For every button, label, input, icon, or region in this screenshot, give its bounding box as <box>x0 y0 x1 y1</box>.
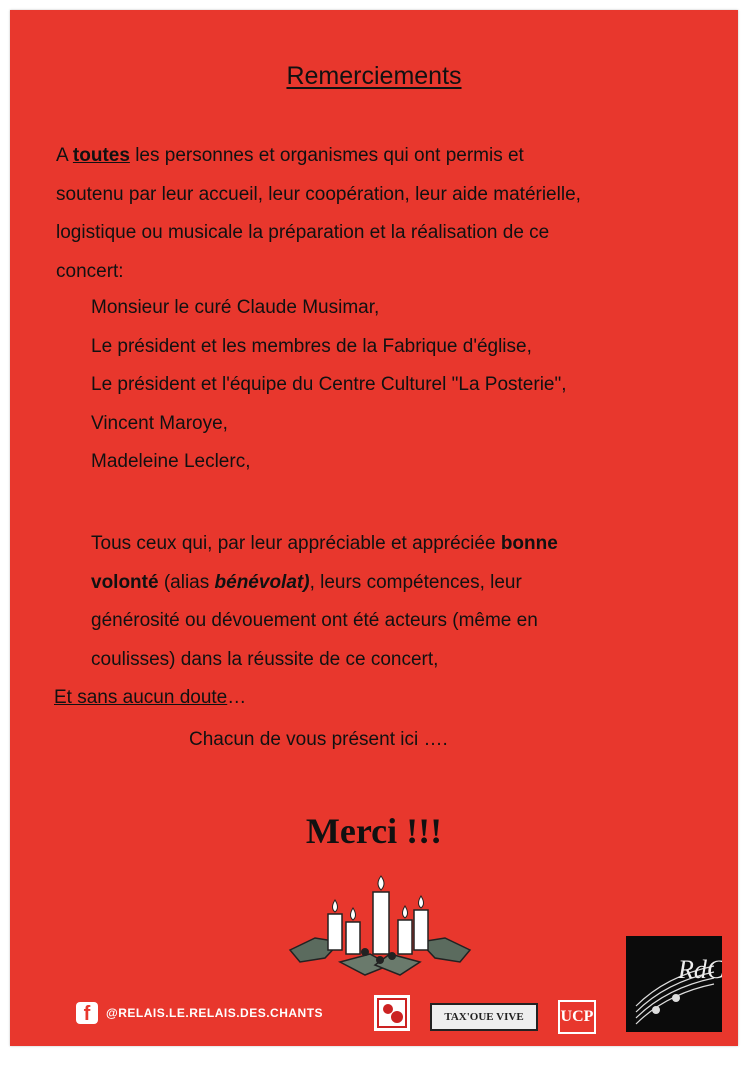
flyer-page <box>10 10 738 1046</box>
sponsor-logo-1 <box>374 995 410 1031</box>
logo2-text: TAX'OUE VIVE <box>444 1011 524 1023</box>
list-item: Monsieur le curé Claude Musimar, <box>91 297 380 318</box>
intro-line4: concert: <box>56 260 124 282</box>
intro-line3: logistique ou musicale la préparation et la réalisation de ce <box>56 222 550 243</box>
logo3-text: UCP <box>560 1008 594 1025</box>
para-bonne: bonne <box>500 533 558 554</box>
para-line2-rest: , leurs compétences, leur <box>309 571 522 593</box>
sponsor-logo-2 <box>430 1003 538 1031</box>
volunteers-paragraph <box>91 525 676 679</box>
advent-candles-icon <box>280 870 480 985</box>
para-volonte: volonté <box>91 571 159 593</box>
intro-paragraph <box>56 137 706 291</box>
chacun-line: Chacun de vous présent ici …. <box>189 729 448 750</box>
para-line3: générosité ou dévouement ont été acteurs (même en <box>91 610 538 631</box>
list-item: Madeleine Leclerc, <box>91 451 251 472</box>
para-alias: (alias <box>163 571 210 593</box>
doubt-text: Et sans aucun doute <box>54 687 228 708</box>
page-title: Remerciements <box>286 62 462 90</box>
thanks-list <box>91 289 721 482</box>
list-item: Le président et les membres de la Fabrique d'église, <box>91 335 532 357</box>
intro-a: A <box>56 145 68 166</box>
list-item: Le président et l'équipe du Centre Culturel "La Posterie", <box>91 374 567 395</box>
svg-text:RdC: RdC <box>678 955 722 984</box>
doubt-dots: … <box>227 687 247 708</box>
facebook-link[interactable] <box>76 1002 323 1024</box>
doubt-line <box>54 679 246 718</box>
facebook-icon: f <box>76 1002 98 1024</box>
intro-toutes: toutes <box>72 145 130 166</box>
sponsor-logo-3 <box>558 1000 596 1034</box>
para-line4: coulisses) dans la réussite de ce concert, <box>91 648 439 670</box>
para-line1: Tous ceux qui, par leur appréciable et appréciée <box>91 533 496 554</box>
list-item: Vincent Maroye, <box>91 412 228 434</box>
intro-line1: les personnes et organismes qui ont permis et <box>135 145 524 166</box>
music-note-icon <box>626 936 722 1032</box>
relais-des-chants-logo <box>626 936 722 1032</box>
para-benevolat: bénévolat) <box>214 571 310 593</box>
merci-heading: Merci !!! <box>305 811 443 851</box>
intro-line2: soutenu par leur accueil, leur coopération, leur aide matérielle, <box>56 183 581 205</box>
facebook-handle: @RELAIS.LE.RELAIS.DES.CHANTS <box>106 1006 324 1020</box>
